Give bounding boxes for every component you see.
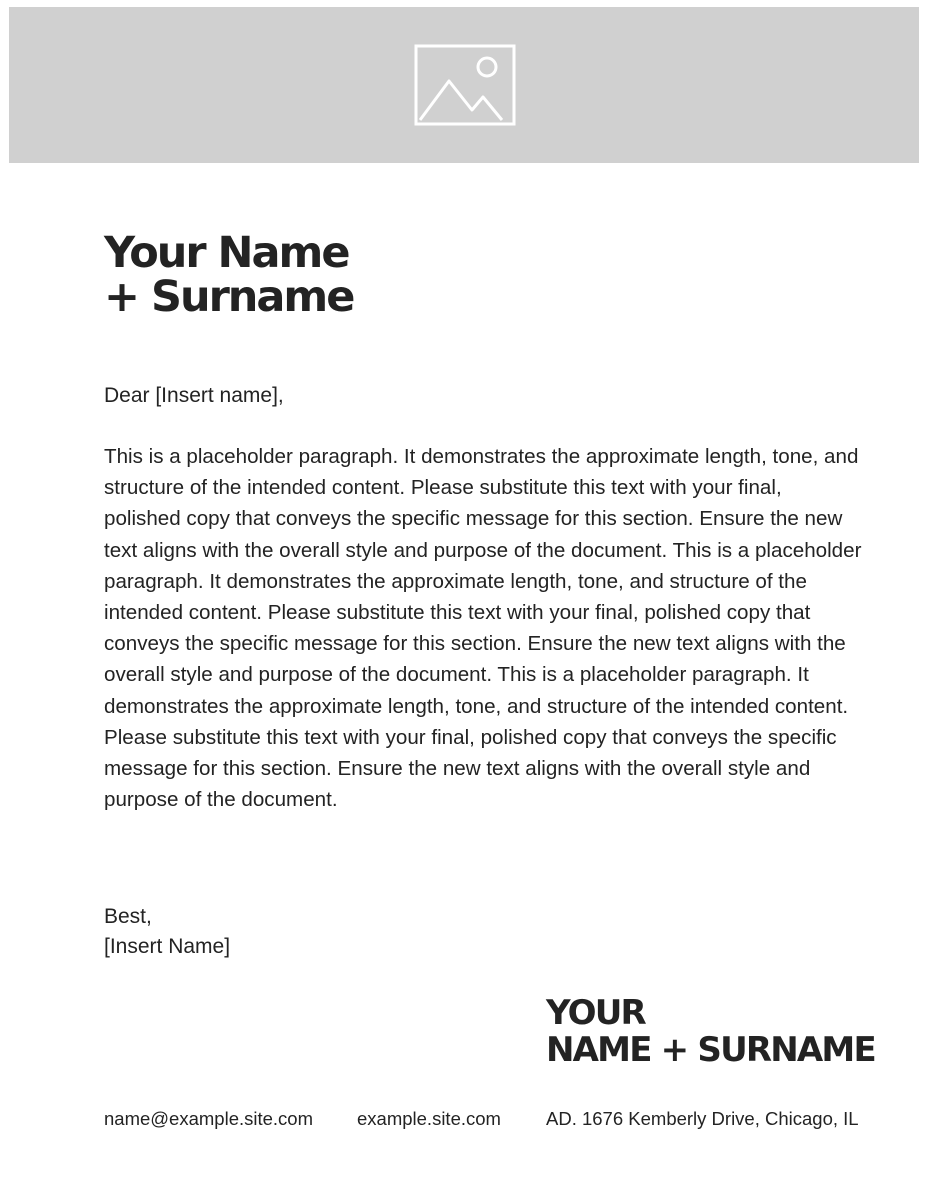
contact-website: example.site.com bbox=[357, 1108, 501, 1129]
title-line-1: Your Name bbox=[104, 228, 349, 278]
footer-name-line-1: YOUR bbox=[546, 993, 645, 1033]
image-placeholder-icon bbox=[414, 44, 516, 126]
closing-text: Best, bbox=[104, 905, 152, 928]
footer-name-line-2: NAME + SURNAME bbox=[546, 1030, 875, 1070]
header-band bbox=[9, 7, 919, 163]
signature-name: [Insert Name] bbox=[104, 935, 231, 958]
title-line-2: + Surname bbox=[104, 272, 354, 322]
footer-name bbox=[546, 995, 875, 1069]
page-title bbox=[104, 228, 354, 322]
salutation: Dear [Insert name], bbox=[104, 384, 284, 407]
contact-address: AD. 1676 Kemberly Drive, Chicago, IL bbox=[546, 1108, 859, 1129]
closing-block bbox=[104, 902, 230, 962]
contact-email: name@example.site.com bbox=[104, 1108, 314, 1129]
body-paragraph: This is a placeholder paragraph. It demonstrates the approximate length, tone, and structure of the intended content. Please substitute this text with your final, polished copy that conveys the specific message for this section. Ensure the new text aligns with the overall style and purpose of the document. This is a placeholder paragraph. It demonstrates the approximate length, tone, and structure of the intended content. Please substitute this text with your final, polished copy that conveys the specific message for this section. Ensure the new text aligns with the overall style and purpose of the document. This is a placeholder paragraph. It demonstrates the approximate length, tone, and structure of the intended content. Please substitute this text with your final, polished copy that conveys the specific message for this section. Ensure the new text aligns with the overall style and purpose of the document. bbox=[104, 445, 862, 812]
